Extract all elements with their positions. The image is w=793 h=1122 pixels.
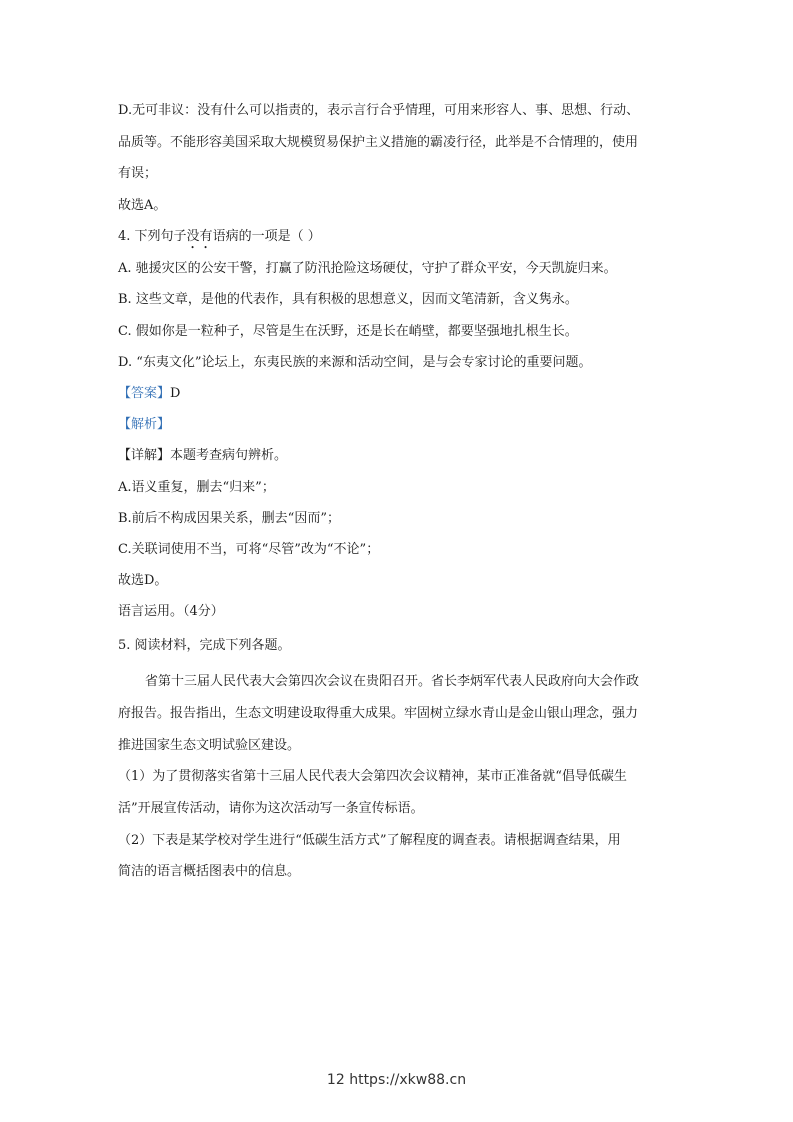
detail-heading: 【详解】本题考查病句辨析。 — [118, 448, 288, 463]
sub-question-1-line-2: 活”开展宣传活动，请你为这次活动写一条宣传标语。 — [118, 801, 424, 816]
q3-conclusion: 故选A。 — [118, 198, 167, 213]
material-line-3: 推进国家生态文明试验区建设。 — [118, 738, 301, 753]
q4-answer — [118, 385, 180, 403]
footer-url[interactable]: https://xkw88.cn — [349, 1072, 467, 1088]
option-d-explanation-line-3: 有误； — [118, 166, 158, 181]
answer-label: 【答案】 — [118, 386, 171, 401]
analysis-point-b: B.前后不构成因果关系，删去“因而”； — [118, 511, 340, 526]
sub-question-2-line-1: （2）下表是某学校对学生进行“低碳生活方式”了解程度的调查表。请根据调查结果，用 — [118, 833, 621, 848]
q4-stem-emphasis: 没有 — [186, 229, 213, 244]
page-number: 12 — [326, 1072, 345, 1088]
material-line-1: 省第十三届人民代表大会第四次会议在贵阳召开。省长李炳军代表人民政府向大会作政 — [145, 674, 640, 689]
q4-option-b: B. 这些文章，是他的代表作，具有积极的思想意义，因而文笔清新，含义隽永。 — [118, 292, 578, 307]
q4-option-c: C. 假如你是一粒种子，尽管是生在沃野，还是长在峭壁，都要坚强地扎根生长。 — [118, 324, 578, 339]
section-title: 语言运用。（4分） — [118, 604, 224, 619]
sub-question-1-line-1: （1）为了贯彻落实省第十三届人民代表大会第四次会议精神，某市正准备就“倡导低碳生 — [118, 769, 627, 784]
q5-stem: 5. 阅读材料，完成下列各题。 — [118, 638, 291, 653]
q4-conclusion: 故选D。 — [118, 573, 168, 588]
analysis-point-a: A.语义重复，删去“归来”； — [118, 480, 275, 495]
material-line-2: 府报告。报告指出，生态文明建设取得重大成果。牢固树立绿水青山是金山银山理念，强力 — [118, 706, 639, 721]
answer-value: D — [170, 386, 181, 401]
q4-stem-suffix: 语病的一项是（ ） — [212, 229, 321, 244]
option-d-explanation-line-1: D.无可非议：没有什么可以指责的，表示言行合乎情理，可用来形容人、事、思想、行动、 — [118, 103, 640, 118]
q4-stem-prefix: 4. 下列句子 — [118, 229, 187, 244]
option-d-explanation-line-2: 品质等。不能形容美国采取大规模贸易保护主义措施的霸凌行径，此举是不合情理的，使用 — [118, 135, 639, 150]
analysis-point-c: C.关联词使用不当，可将“尽管”改为“不论”； — [118, 542, 380, 557]
sub-question-2-line-2: 简洁的语言概括图表中的信息。 — [118, 864, 301, 879]
q4-stem — [118, 228, 321, 252]
q4-option-d: D. “东夷文化”论坛上，东夷民族的来源和活动空间，是与会专家讨论的重要问题。 — [118, 355, 592, 370]
page-footer — [0, 1072, 793, 1088]
analysis-label: 【解析】 — [118, 417, 171, 432]
q4-option-a: A. 驰援灾区的公安干警，打赢了防汛抢险这场硬仗，守护了群众平安，今天凯旋归来。 — [118, 261, 617, 276]
